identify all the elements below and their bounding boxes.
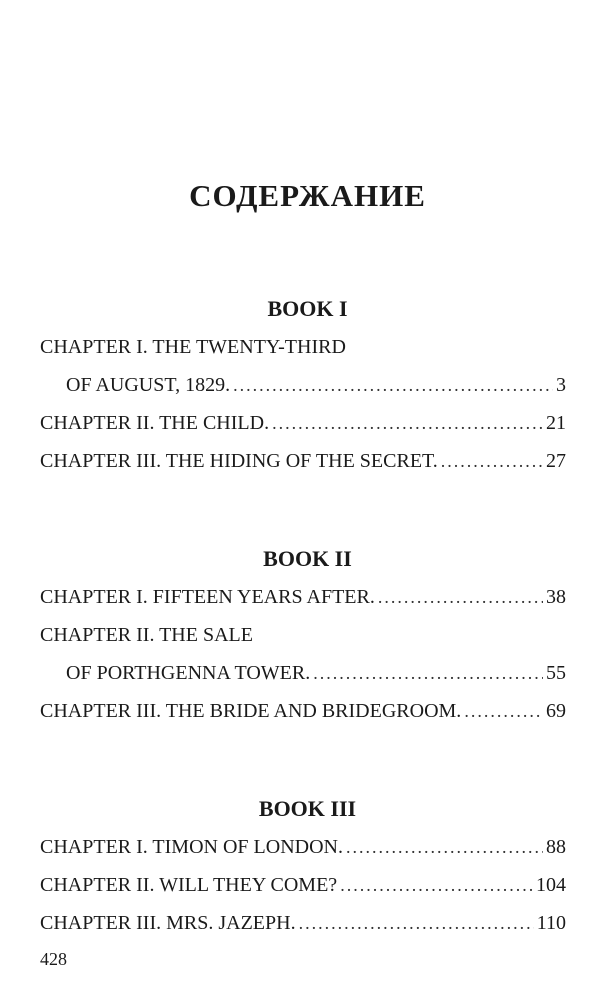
dot-leader xyxy=(233,375,553,396)
dot-leader xyxy=(340,875,533,896)
toc-page-number: 55 xyxy=(546,662,566,684)
toc-entry-book1-ch1-line2 xyxy=(66,374,566,400)
toc-entry-book1-ch2 xyxy=(40,412,566,438)
toc-entry-title: CHAPTER II. THE SALE xyxy=(40,624,253,646)
toc-entry-title: CHAPTER III. THE BRIDE AND BRIDEGROOM. xyxy=(40,700,462,722)
toc-entry-book2-ch2-line1 xyxy=(40,624,566,650)
toc-entry-book3-ch1 xyxy=(40,836,566,862)
toc-entry-book1-ch1-line1 xyxy=(40,336,566,362)
toc-page-number: 21 xyxy=(546,412,566,434)
dot-leader xyxy=(299,913,534,934)
toc-entry-title: CHAPTER II. THE CHILD. xyxy=(40,412,270,434)
toc-page-number: 3 xyxy=(556,374,566,396)
book-heading-2: BOOK II xyxy=(263,546,352,571)
toc-page-number: 110 xyxy=(536,912,566,934)
dot-leader xyxy=(441,451,543,472)
toc-entry-title: OF AUGUST, 1829. xyxy=(66,374,231,396)
book-heading-3: BOOK III xyxy=(258,796,357,821)
toc-entry-title: OF PORTHGENNA TOWER. xyxy=(66,662,311,684)
toc-entry-book1-ch3 xyxy=(40,450,566,476)
toc-entry-title: CHAPTER III. THE HIDING OF THE SECRET. xyxy=(40,450,438,472)
toc-page-number: 69 xyxy=(546,700,566,722)
toc-entry-title: CHAPTER I. FIFTEEN YEARS AFTER. xyxy=(40,586,375,608)
toc-page-number: 38 xyxy=(546,586,566,608)
toc-page-number: 88 xyxy=(546,836,566,858)
page-number: 428 xyxy=(40,949,67,969)
toc-entry-book2-ch1 xyxy=(40,586,566,612)
toc-entry-title: CHAPTER II. WILL THEY COME? xyxy=(40,874,338,896)
dot-leader xyxy=(346,837,543,858)
toc-entry-title: CHAPTER I. TIMON OF LONDON. xyxy=(40,836,343,858)
page-title: СОДЕРЖАНИЕ xyxy=(189,178,426,213)
dot-leader xyxy=(272,413,543,434)
toc-entry-book2-ch2-line2 xyxy=(66,662,566,688)
toc-entry-book3-ch2 xyxy=(40,874,566,900)
toc-entry-book3-ch3 xyxy=(40,912,566,938)
toc-entry-title: CHAPTER III. MRS. JAZEPH. xyxy=(40,912,296,934)
book-heading-1: BOOK I xyxy=(267,296,348,321)
dot-leader xyxy=(378,587,543,608)
dot-leader xyxy=(313,663,543,684)
toc-page-number: 27 xyxy=(546,450,566,472)
toc-page-number: 104 xyxy=(536,874,566,896)
dot-leader xyxy=(464,701,543,722)
toc-entry-book2-ch3 xyxy=(40,700,566,726)
toc-entry-title: CHAPTER I. THE TWENTY-THIRD xyxy=(40,336,346,358)
